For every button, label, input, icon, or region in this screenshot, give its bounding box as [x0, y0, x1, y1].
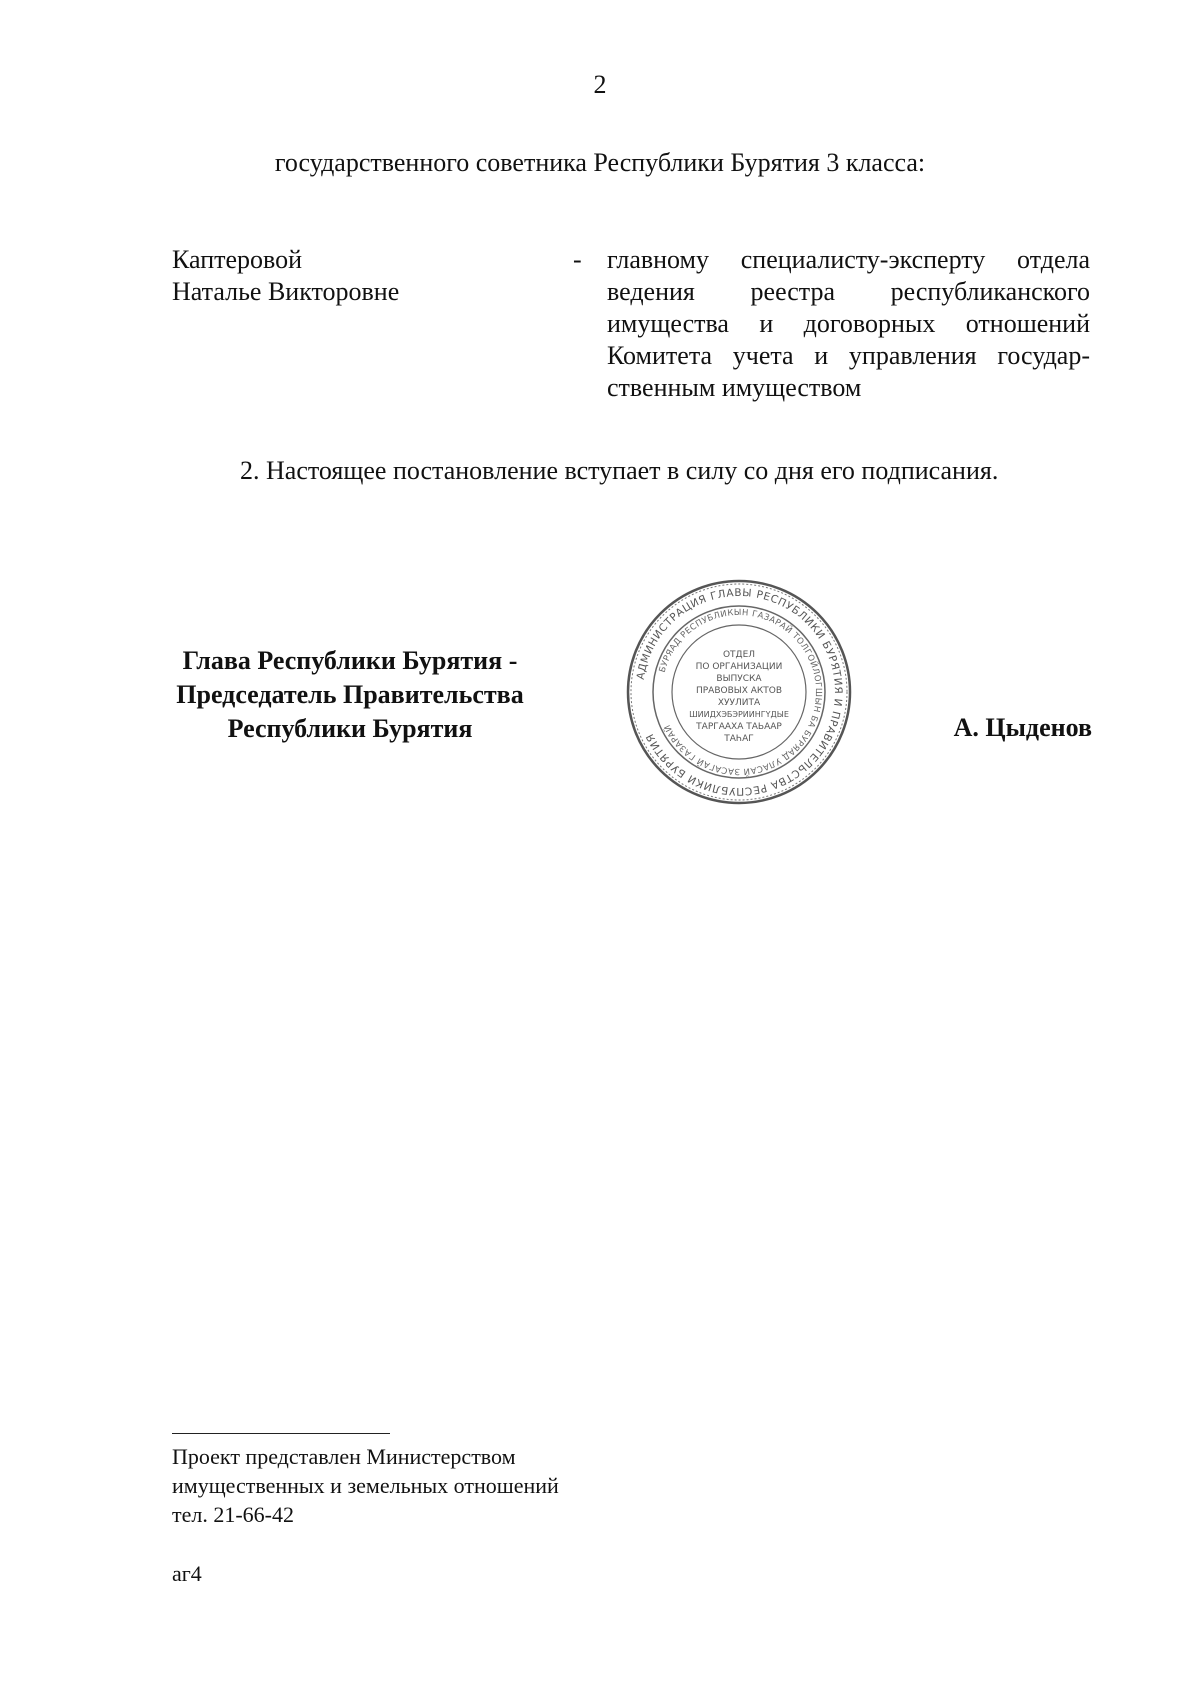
- appointee-surname: Каптеровой: [172, 245, 303, 274]
- footnote-divider: [172, 1433, 390, 1434]
- svg-text:ШИИДХЭБЭРИИНГҮДЫЕ: ШИИДХЭБЭРИИНГҮДЫЕ: [689, 710, 789, 719]
- footnote: [172, 1442, 559, 1529]
- svg-text:ПО ОРГАНИЗАЦИИ: ПО ОРГАНИЗАЦИИ: [695, 662, 783, 672]
- svg-text:БУРЯАД РЕСПУБЛИКЫН ГАЗАРАЙ ТОЛ: БУРЯАД РЕСПУБЛИКЫН ГАЗАРАЙ ТОЛГОЙЛОГШЫН БА БУРЯАД УЛАСАЙ ЗАСАГАЙ ГАЗАРАЙ: [657, 607, 824, 777]
- signer-title-line: Республики Бурятия: [227, 714, 473, 743]
- separator-dash: -: [573, 245, 582, 274]
- official-stamp: [624, 577, 854, 807]
- svg-text:ПРАВОВЫХ АКТОВ: ПРАВОВЫХ АКТОВ: [695, 686, 783, 696]
- position-line: главному специалисту-эксперту отдела: [607, 245, 1090, 274]
- svg-text:ХУУЛИТА: ХУУЛИТА: [717, 698, 761, 708]
- footnote-line: Проект представлен Министерством: [172, 1444, 516, 1469]
- svg-text:ТАҺАГ: ТАҺАГ: [724, 734, 754, 744]
- signer-title-line: Председатель Правительства: [176, 680, 524, 709]
- position-line: ведения реестра республиканского: [607, 277, 1090, 306]
- svg-text:ОТДЕЛ: ОТДЕЛ: [722, 650, 756, 660]
- position-line: Комитета учета и управления государ-: [607, 341, 1090, 370]
- footnote-line: имущественных и земельных отношений: [172, 1473, 559, 1498]
- svg-text:ВЫПУСКА: ВЫПУСКА: [716, 674, 762, 684]
- svg-text:ТАРГААХА ТАЬААР: ТАРГААХА ТАЬААР: [696, 722, 782, 732]
- clause-2: 2. Настоящее постановление вступает в силу со дня его подписания.: [240, 456, 999, 485]
- position-line: имущества и договорных отношений: [607, 309, 1090, 338]
- appointee-position: [607, 244, 1090, 404]
- appointee-name: [172, 244, 399, 308]
- signer-title: [120, 644, 580, 746]
- position-line: ственным имуществом: [607, 373, 862, 402]
- signer-name: А. Цыденов: [953, 713, 1092, 742]
- signer-title-line: Глава Республики Бурятия -: [182, 646, 518, 675]
- svg-text:АДМИНИСТРАЦИЯ ГЛАВЫ РЕСПУБЛИКИ: АДМИНИСТРАЦИЯ ГЛАВЫ РЕСПУБЛИКИ БУРЯТИЯ И ПРАВИТЕЛЬСТВА РЕСПУБЛИКИ БУРЯТИЯ: [634, 586, 845, 798]
- page-number: 2: [593, 70, 607, 99]
- appointee-given-names: Наталье Викторовне: [172, 277, 400, 306]
- document-index-code: аг4: [172, 1561, 202, 1586]
- rank-heading: государственного советника Республики Бурятия 3 класса:: [274, 148, 926, 177]
- footnote-line: тел. 21-66-42: [172, 1502, 295, 1527]
